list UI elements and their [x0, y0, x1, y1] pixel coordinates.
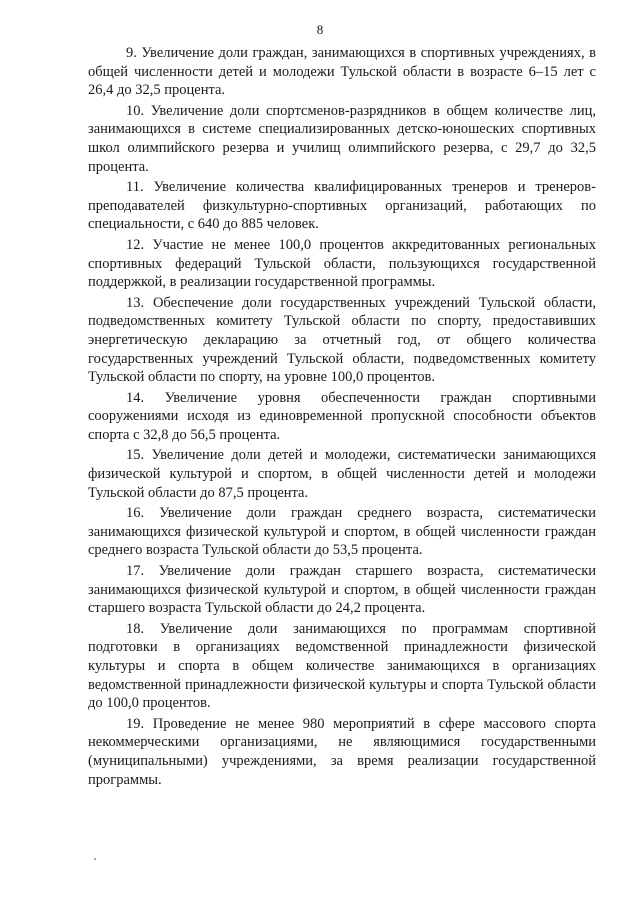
- paragraph-15: 15. Увеличение доли детей и молодежи, систематически занимающихся физической культурой и спортом, в общей численности детей и молодежи Тульской области до 87,5 процента.: [88, 447, 596, 501]
- paragraph-9: 9. Увеличение доли граждан, занимающихся в спортивных учреждениях, в общей численности детей и молодежи Тульской области в возрасте 6–15 лет с 26,4 до 32,5 процента.: [88, 45, 596, 99]
- paragraph-17: 17. Увеличение доли граждан старшего возраста, систематически занимающихся физической культурой и спортом, в общей численности граждан старшего возраста Тульской области до 24,2 процента.: [88, 563, 596, 617]
- document-body: [88, 44, 596, 791]
- paragraph-10: 10. Увеличение доли спортсменов-разрядников в общем количестве лиц, занимающихся в системе специализированных детско-юношеских спортивных школ олимпийского резерва и училищ олимпийского резерва, с 29,7 до 32,5 процента.: [88, 102, 596, 175]
- paragraph-16: 16. Увеличение доли граждан среднего возраста, систематически занимающихся физической культурой и спортом, в общей численности граждан среднего возраста Тульской области до 53,5 процента.: [88, 505, 596, 559]
- page-number: 8: [316, 22, 324, 37]
- paragraph-18: 18. Увеличение доли занимающихся по программам спортивной подготовки в организациях ведомственной принадлежности физической культуры и спорта в общем количестве занимающихся в организациях ведомственной принадлежности физической культуры и спорта Тульской области до 100,0 процентов.: [88, 620, 596, 712]
- paragraph-11: 11. Увеличение количества квалифицированных тренеров и тренеров-преподавателей физкультурно-спортивных организаций, работающих по специальности, с 640 до 885 человек.: [88, 179, 596, 233]
- paragraph-13: 13. Обеспечение доли государственных учреждений Тульской области, подведомственных комитету Тульской области по спорту, предоставивших энергетическую декларацию за отчетный год, от общего количества государственных учреждений Тульской области, подведомственных комитету Тульской области по спорту, на уровне 100,0 процентов.: [88, 294, 596, 386]
- paragraph-14: 14. Увеличение уровня обеспеченности граждан спортивными сооружениями исходя из единовременной пропускной способности объектов спорта с 32,8 до 56,5 процента.: [88, 389, 596, 443]
- paragraph-19: 19. Проведение не менее 980 мероприятий в сфере массового спорта некоммерческими организациями, не являющимися государственными (муниципальными) учреждениями, за время реализации государственной программы.: [88, 715, 596, 788]
- paragraph-12: 12. Участие не менее 100,0 процентов аккредитованных региональных спортивных федераций Тульской области, пользующихся государственной поддержкой, в реализации государственной программы.: [88, 236, 596, 291]
- scan-speck: [94, 858, 96, 860]
